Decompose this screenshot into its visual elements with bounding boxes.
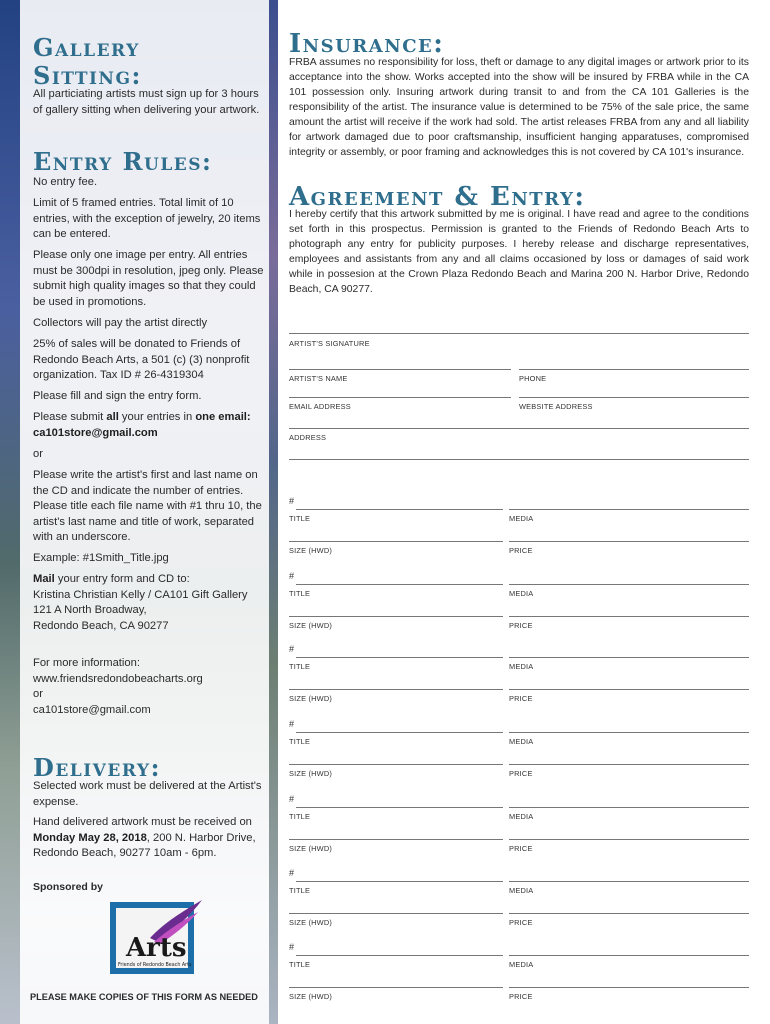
- entry-title-line[interactable]: [296, 584, 503, 585]
- mail-bold: Mail: [33, 573, 55, 585]
- entry-media-label: MEDIA: [509, 662, 534, 671]
- entry-media-label: MEDIA: [509, 812, 534, 821]
- rule-collectors: Collectors will pay the artist directly: [33, 317, 208, 329]
- entry-media-line[interactable]: [509, 732, 749, 733]
- entry-title-label: TITLE: [289, 589, 311, 598]
- mail-address-block: [33, 572, 265, 634]
- phone-line[interactable]: [519, 369, 749, 370]
- entry-price-label: PRICE: [509, 769, 533, 778]
- entry-size-label: SIZE (HWD): [289, 621, 333, 630]
- insurance-heading: Insurance:: [289, 29, 445, 59]
- entry-media-label: MEDIA: [509, 514, 534, 523]
- entry-size-label: SIZE (HWD): [289, 694, 333, 703]
- entry-media-line[interactable]: [509, 807, 749, 808]
- entry-title-line[interactable]: [296, 732, 503, 733]
- copies-note: PLEASE MAKE COPIES OF THIS FORM AS NEEDED: [30, 992, 258, 1002]
- entry-size-label: SIZE (HWD): [289, 546, 333, 555]
- entry-price-label: PRICE: [509, 918, 533, 927]
- entry-title-line[interactable]: [296, 657, 503, 658]
- entry-title-label: TITLE: [289, 737, 311, 746]
- entry-number-marker: #: [289, 794, 295, 804]
- delivery-expense: Selected work must be delivered at the Artist's expense.: [33, 780, 262, 808]
- agreement-text: I hereby certify that this artwork submitted by me is original. I have read and agree to the conditions set forth in this prospectus. Permission is granted to the Friends of Redondo Beach Arts to photograph any entry for publicity purposes. I hereby release and discharge representatives, employees and assistants from any and all claims occasioned by loss or damages of said work while in possesion at the Crown Plaza Redondo Beach and Marina 200 N. Harbor Drive, Redondo Beach, CA 90277.: [289, 209, 749, 295]
- mail-line-1: Kristina Christian Kelly / CA101 Gift Gallery: [33, 588, 248, 601]
- delivery-date-text-a: Hand delivered artwork must be received on: [33, 816, 252, 828]
- entry-media-label: MEDIA: [509, 960, 534, 969]
- entry-size-label: SIZE (HWD): [289, 769, 333, 778]
- rule-filename-example: Example: #1Smith_Title.jpg: [33, 552, 169, 564]
- entry-price-line[interactable]: [509, 764, 749, 765]
- info-email-link[interactable]: ca101store@gmail.com: [33, 703, 151, 716]
- website-link[interactable]: www.friendsredondobeacharts.org: [33, 672, 203, 685]
- entry-price-line[interactable]: [509, 987, 749, 988]
- entry-number-marker: #: [289, 571, 295, 581]
- entry-title-label: TITLE: [289, 960, 311, 969]
- delivery-date-text-c: , 200 N. Harbor Drive, Redondo Beach, 90277 10am - 6pm.: [33, 831, 256, 859]
- entry-media-line[interactable]: [509, 509, 749, 510]
- painting-edge-left: [0, 0, 20, 1024]
- entry-media-label: MEDIA: [509, 737, 534, 746]
- entry-price-line[interactable]: [509, 913, 749, 914]
- artist-name-label: ARTIST'S NAME: [289, 374, 348, 383]
- entry-media-label: MEDIA: [509, 886, 534, 895]
- entry-price-label: PRICE: [509, 992, 533, 1001]
- entry-title-line[interactable]: [296, 955, 503, 956]
- entry-size-line[interactable]: [289, 689, 503, 690]
- entry-title-label: TITLE: [289, 886, 311, 895]
- address-line-2[interactable]: [289, 459, 749, 460]
- rule-submit-one-email: one email:: [195, 411, 251, 423]
- entry-rules-heading: Entry Rules:: [33, 147, 213, 176]
- entry-size-line[interactable]: [289, 616, 503, 617]
- more-info-block: [33, 656, 265, 718]
- mail-line-2: 121 A North Broadway,: [33, 604, 147, 616]
- entry-price-line[interactable]: [509, 616, 749, 617]
- entry-size-line[interactable]: [289, 839, 503, 840]
- website-line[interactable]: [519, 397, 749, 398]
- agreement-heading: Agreement & Entry:: [289, 182, 586, 212]
- entry-price-line[interactable]: [509, 689, 749, 690]
- entry-title-line[interactable]: [296, 881, 503, 882]
- entry-size-line[interactable]: [289, 541, 503, 542]
- entry-media-line[interactable]: [509, 881, 749, 882]
- artist-name-line[interactable]: [289, 369, 511, 370]
- signature-label: ARTIST'S SIGNATURE: [289, 339, 370, 348]
- gallery-sitting-heading: Gallery Sitting:: [33, 33, 142, 90]
- rule-submit-text-c: your entries in: [118, 411, 196, 423]
- mail-line-3: Redondo Beach, CA 90277: [33, 619, 169, 632]
- entry-price-label: PRICE: [509, 844, 533, 853]
- email-label: EMAIL ADDRESS: [289, 402, 351, 411]
- signature-line[interactable]: [289, 333, 749, 334]
- rule-submit-text-a: Please submit: [33, 411, 107, 423]
- mail-instruction: your entry form and CD to:: [54, 573, 190, 585]
- friends-of-redondo-beach-arts-logo: [110, 898, 202, 978]
- entry-size-line[interactable]: [289, 987, 503, 988]
- logo-text: Arts: [126, 933, 187, 963]
- gallery-sitting-text: All particiating artists must sign up for 3 hours of gallery sitting when delivering your artwork.: [33, 88, 260, 116]
- entry-number-marker: #: [289, 644, 295, 654]
- entry-media-label: MEDIA: [509, 589, 534, 598]
- entry-title-label: TITLE: [289, 812, 311, 821]
- insurance-text: FRBA assumes no responsibility for loss, theft or damage to any digital images or artwork prior to its acceptance into the show. Works accepted into the show will be insured by FRBA while in the CA 101 possession only. Insuring artwork during transit to and from the CA 101 Galleries is the responsibility of the artist. The insurance value is determined to be 75% of the sale price, the same amount the artist will receive if the work had sold. The artist releases FRBA from any and all liability for artwork damaged due to poor craftsmanship, insufficient hanging apparatuses, compromised integrity or assembly, or poor framing and acknowledges this is not covered by CA 101's insurance.: [289, 57, 749, 158]
- entry-price-label: PRICE: [509, 694, 533, 703]
- submit-email-link[interactable]: ca101store@gmail.com: [33, 426, 158, 439]
- entry-number-marker: #: [289, 719, 295, 729]
- rule-submit-all: all: [106, 411, 119, 423]
- rule-image-format: Please only one image per entry. All entries must be 300dpi in resolution, jpeg only. Please submit high quality images so that they could be used in promotions.: [33, 249, 264, 308]
- email-line[interactable]: [289, 397, 511, 398]
- entry-number-marker: #: [289, 496, 295, 506]
- entry-media-line[interactable]: [509, 584, 749, 585]
- entry-size-label: SIZE (HWD): [289, 844, 333, 853]
- painting-edge-right: [269, 0, 278, 1024]
- entry-number-marker: #: [289, 868, 295, 878]
- entry-number-marker: #: [289, 942, 295, 952]
- rule-or: or: [33, 448, 43, 460]
- entry-size-label: SIZE (HWD): [289, 918, 333, 927]
- address-line[interactable]: [289, 428, 749, 429]
- entry-size-line[interactable]: [289, 764, 503, 765]
- entry-media-line[interactable]: [509, 657, 749, 658]
- rule-submit-email: [33, 410, 265, 441]
- rule-sign-form: Please fill and sign the entry form.: [33, 390, 202, 402]
- entry-size-line[interactable]: [289, 913, 503, 914]
- entry-title-label: TITLE: [289, 514, 311, 523]
- rule-donation: 25% of sales will be donated to Friends of Redondo Beach Arts, a 501 (c) (3) nonprofit organization. Tax ID # 26-4319304: [33, 338, 250, 381]
- entry-media-line[interactable]: [509, 955, 749, 956]
- rule-entry-limit: Limit of 5 framed entries. Total limit of 10 entries, with the exception of jewelry, 20 items can be entered.: [33, 197, 261, 240]
- entry-price-label: PRICE: [509, 546, 533, 555]
- website-label: WEBSITE ADDRESS: [519, 402, 593, 411]
- entry-title-label: TITLE: [289, 662, 311, 671]
- rule-no-fee: No entry fee.: [33, 176, 98, 188]
- more-info-label: For more information:: [33, 657, 140, 669]
- rule-cd-instructions: Please write the artist's first and last name on the CD and indicate the number of entries. Please title each file name with #1 thru 10, the artist's last name and title of work, separated with an underscore.: [33, 469, 262, 543]
- phone-label: PHONE: [519, 374, 547, 383]
- entry-title-line[interactable]: [296, 509, 503, 510]
- delivery-heading: Delivery:: [33, 753, 161, 782]
- more-info-or: or: [33, 688, 43, 700]
- address-label: ADDRESS: [289, 433, 327, 442]
- entry-title-line[interactable]: [296, 807, 503, 808]
- entry-price-line[interactable]: [509, 541, 749, 542]
- delivery-date-bold: Monday May 28, 2018: [33, 831, 147, 844]
- logo-subtext: Friends of Redondo Beach Arts: [118, 963, 192, 968]
- delivery-date: [33, 815, 265, 862]
- entry-price-line[interactable]: [509, 839, 749, 840]
- entry-size-label: SIZE (HWD): [289, 992, 333, 1001]
- sponsored-by: Sponsored by: [33, 881, 104, 893]
- entry-price-label: PRICE: [509, 621, 533, 630]
